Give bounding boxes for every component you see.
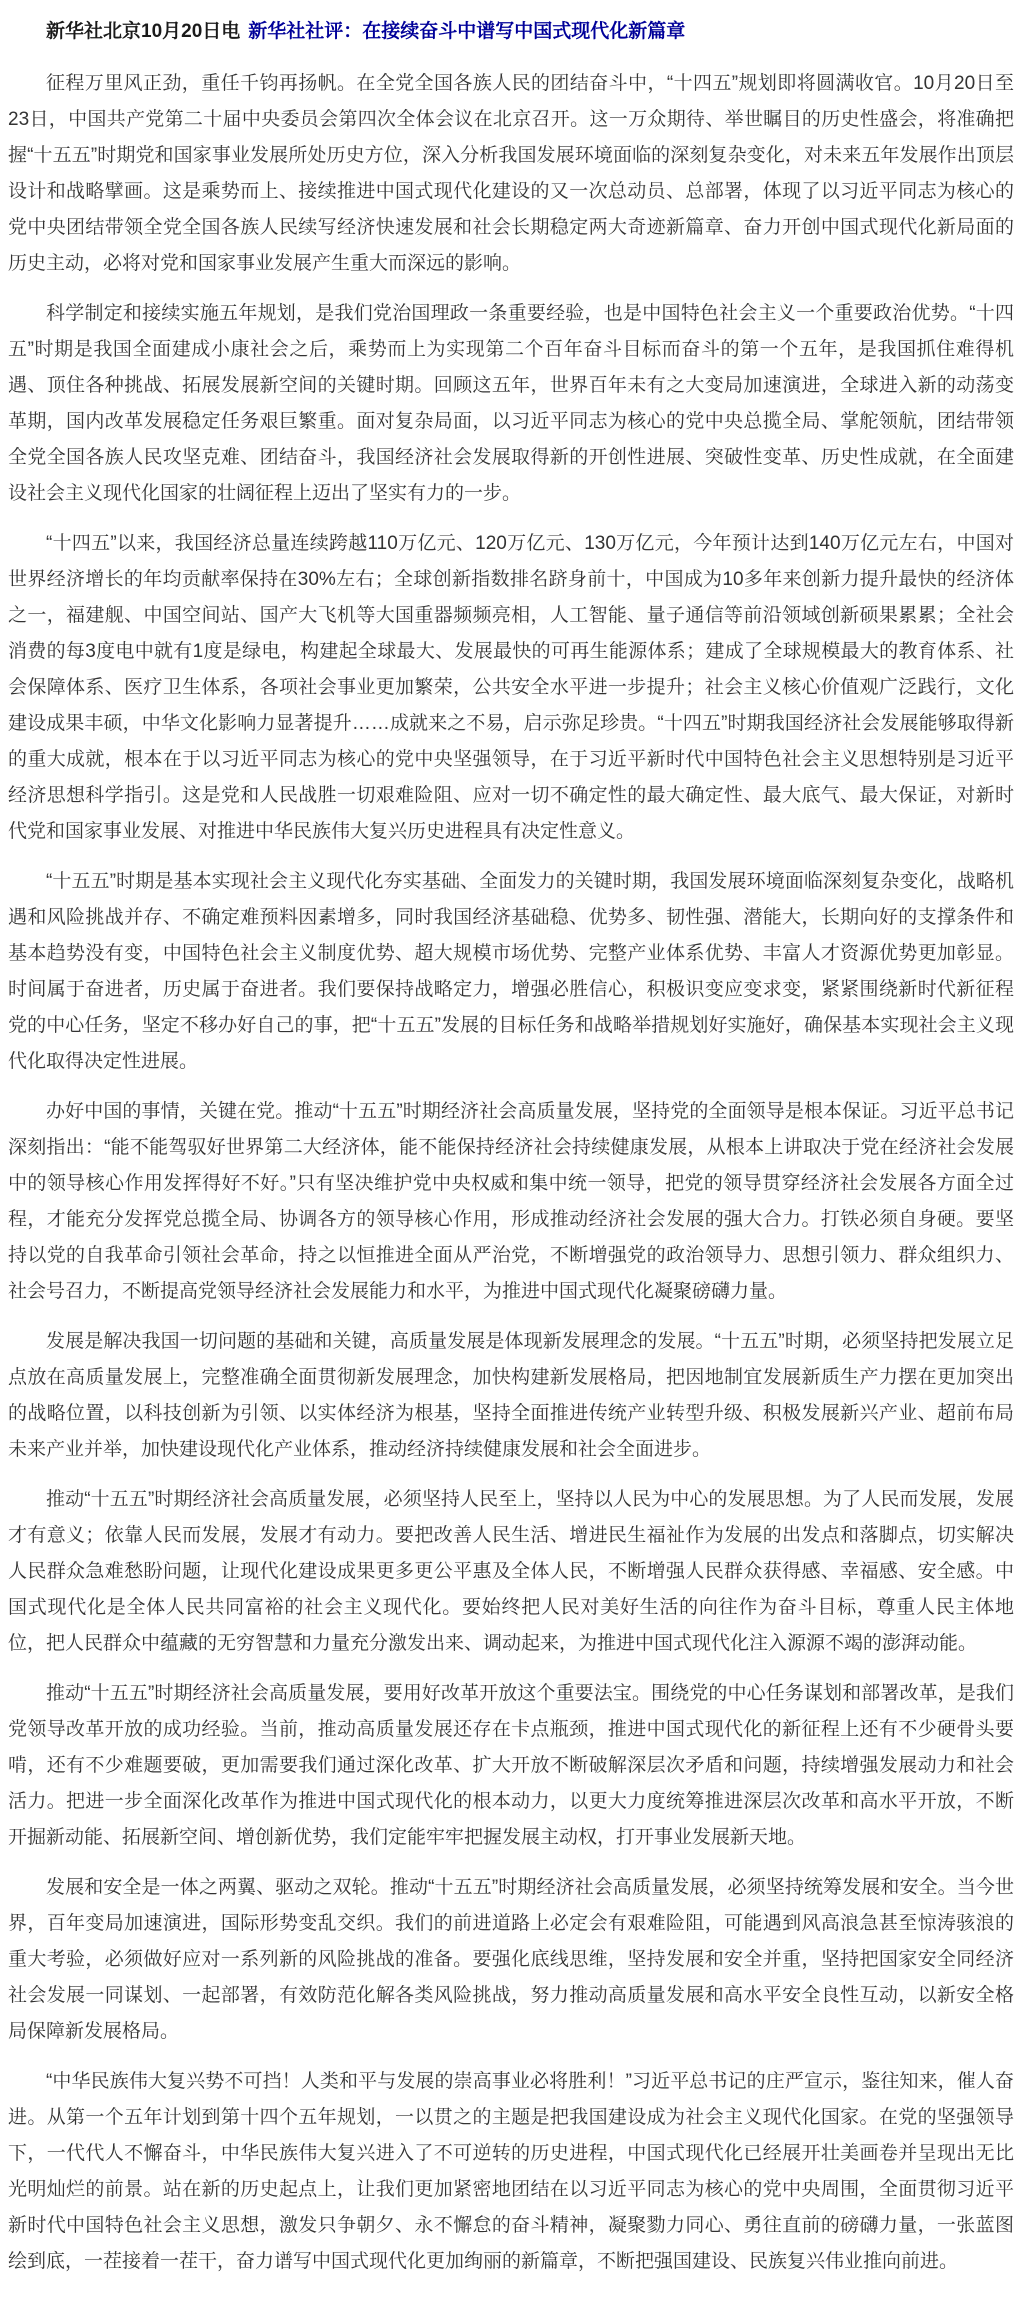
paragraph-9: 发展和安全是一体之两翼、驱动之双轮。推动“十五五”时期经济社会高质量发展，必须坚持统筹发展和安全。当今世界，百年变局加速演进，国际形势变乱交织。我们的前进道路上必定会有艰难险阻，可能遇到风高浪急甚至惊涛骇浪的重大考验，必须做好应对一系列新的风险挑战的准备。要强化底线思维，坚持发展和安全并重，坚持把国家安全同经济社会发展一同谋划、一起部署，有效防范化解各类风险挑战，努力推动高质量发展和高水平安全良性互动，以新安全格局保障新发展格局。 [8, 1877, 1014, 2042]
paragraph-7: 推动“十五五”时期经济社会高质量发展，必须坚持人民至上，坚持以人民为中心的发展思想。为了人民而发展，发展才有意义；依靠人民而发展，发展才有动力。要把改善人民生活、增进民生福祉作为发展的出发点和落脚点，切实解决人民群众急难愁盼问题，让现代化建设成果更多更公平惠及全体人民，不断增强人民群众获得感、幸福感、安全感。中国式现代化是全体人民共同富裕的社会主义现代化。要始终把人民对美好生活的向往作为奋斗目标，尊重人民主体地位，把人民群众中蕴藏的无穷智慧和力量充分激发出来、调动起来，为推进中国式现代化注入源源不竭的澎湃动能。 [8, 1489, 1014, 1654]
paragraph-1: 征程万里风正劲，重任千钧再扬帆。在全党全国各族人民的团结奋斗中，“十四五”规划即将圆满收官。10月20日至23日，中国共产党第二十届中央委员会第四次全体会议在北京召开。这一万众期待、举世瞩目的历史性盛会，将准确把握“十五五”时期党和国家事业发展所处历史方位，深入分析我国发展环境面临的深刻复杂变化，对未来五年发展作出顶层设计和战略擘画。这是乘势而上、接续推进中国式现代化建设的又一次总动员、总部署，体现了以习近平同志为核心的党中央团结带领全党全国各族人民续写经济快速发展和社会长期稳定两大奇迹新篇章、奋力开创中国式现代化新局面的历史主动，必将对党和国家事业发展产生重大而深远的影响。 [8, 73, 1014, 274]
article-title: 新华社社评：在接续奋斗中谱写中国式现代化新篇章 [248, 21, 686, 42]
paragraph-5: 办好中国的事情，关键在党。推动“十五五”时期经济社会高质量发展，坚持党的全面领导是根本保证。习近平总书记深刻指出：“能不能驾驭好世界第二大经济体，能不能保持经济社会持续健康发展，从根本上讲取决于党在经济社会发展中的领导核心作用发挥得好不好。”只有坚决维护党中央权威和集中统一领导，把党的领导贯穿经济社会发展各方面全过程，才能充分发挥党总揽全局、协调各方的领导核心作用，形成推动经济社会发展的强大合力。打铁必须自身硬。要坚持以党的自我革命引领社会革命，持之以恒推进全面从严治党，不断增强党的政治领导力、思想引领力、群众组织力、社会号召力，不断提高党领导经济社会发展能力和水平，为推进中国式现代化凝聚磅礴力量。 [8, 1101, 1014, 1302]
paragraph-10: “中华民族伟大复兴势不可挡！人类和平与发展的崇高事业必将胜利！”习近平总书记的庄严宣示，鉴往知来，催人奋进。从第一个五年计划到第十四个五年规划，一以贯之的主题是把我国建设成为社会主义现代化国家。在党的坚强领导下，一代代人不懈奋斗，中华民族伟大复兴进入了不可逆转的历史进程，中国式现代化已经展开壮美画卷并呈现出无比光明灿烂的前景。站在新的历史起点上，让我们更加紧密地团结在以习近平同志为核心的党中央周围，全面贯彻习近平新时代中国特色社会主义思想，激发只争朝夕、永不懈怠的奋斗精神，凝聚勠力同心、勇往直前的磅礴力量，一张蓝图绘到底，一茬接着一茬干，奋力谱写中国式现代化更加绚丽的新篇章，不断把强国建设、民族复兴伟业推向前进。 [8, 2071, 1014, 2272]
dateline: 新华社北京10月20日电 [46, 21, 241, 42]
paragraph-8: 推动“十五五”时期经济社会高质量发展，要用好改革开放这个重要法宝。围绕党的中心任务谋划和部署改革，是我们党领导改革开放的成功经验。当前，推动高质量发展还存在卡点瓶颈，推进中国式现代化的新征程上还有不少硬骨头要啃，还有不少难题要破，更加需要我们通过深化改革、扩大开放不断破解深层次矛盾和问题，持续增强发展动力和社会活力。把进一步全面深化改革作为推进中国式现代化的根本动力，以更大力度统筹推进深层次改革和高水平开放，不断开掘新动能、拓展新空间、增创新优势，我们定能牢牢把握发展主动权，打开事业发展新天地。 [8, 1683, 1014, 1848]
paragraph-3: “十四五”以来，我国经济总量连续跨越110万亿元、120万亿元、130万亿元，今年预计达到140万亿元左右，中国对世界经济增长的年均贡献率保持在30%左右；全球创新指数排名跻身前十，中国成为10多年来创新力提升最快的经济体之一，福建舰、中国空间站、国产大飞机等大国重器频频亮相，人工智能、量子通信等前沿领域创新硕果累累；全社会消费的每3度电中就有1度是绿电，构建起全球最大、发展最快的可再生能源体系；建成了全球规模最大的教育体系、社会保障体系、医疗卫生体系，各项社会事业更加繁荣，公共安全水平进一步提升；社会主义核心价值观广泛践行，文化建设成果丰硕，中华文化影响力显著提升……成就来之不易，启示弥足珍贵。“十四五”时期我国经济社会发展能够取得新的重大成就，根本在于以习近平同志为核心的党中央坚强领导，在于习近平新时代中国特色社会主义思想特别是习近平经济思想科学指引。这是党和人民战胜一切艰难险阻、应对一切不确定性的最大确定性、最大底气、最大保证，对新时代党和国家事业发展、对推进中华民族伟大复兴历史进程具有决定性意义。 [8, 533, 1014, 842]
article-body [8, 66, 1014, 2280]
paragraph-2: 科学制定和接续实施五年规划，是我们党治国理政一条重要经验，也是中国特色社会主义一个重要政治优势。“十四五”时期是我国全面建成小康社会之后，乘势而上为实现第二个百年奋斗目标而奋斗的第一个五年，是我国抓住难得机遇、顶住各种挑战、拓展发展新空间的关键时期。回顾这五年，世界百年未有之大变局加速演进，全球进入新的动荡变革期，国内改革发展稳定任务艰巨繁重。面对复杂局面，以习近平同志为核心的党中央总揽全局、掌舵领航，团结带领全党全国各族人民攻坚克难、团结奋斗，我国经济社会发展取得新的开创性进展、突破性变革、历史性成就，在全面建设社会主义现代化国家的壮阔征程上迈出了坚实有力的一步。 [8, 303, 1014, 504]
paragraph-4: “十五五”时期是基本实现社会主义现代化夯实基础、全面发力的关键时期，我国发展环境面临深刻复杂变化，战略机遇和风险挑战并存、不确定难预料因素增多，同时我国经济基础稳、优势多、韧性强、潜能大，长期向好的支撑条件和基本趋势没有变，中国特色社会主义制度优势、超大规模市场优势、完整产业体系优势、丰富人才资源优势更加彰显。时间属于奋进者，历史属于奋进者。我们要保持战略定力，增强必胜信心，积极识变应变求变，紧紧围绕新时代新征程党的中心任务，坚定不移办好自己的事，把“十五五”发展的目标任务和战略举措规划好实施好，确保基本实现社会主义现代化取得决定性进展。 [8, 871, 1014, 1072]
headline [8, 14, 1014, 50]
paragraph-6: 发展是解决我国一切问题的基础和关键，高质量发展是体现新发展理念的发展。“十五五”时期，必须坚持把发展立足点放在高质量发展上，完整准确全面贯彻新发展理念，加快构建新发展格局，把因地制宜发展新质生产力摆在更加突出的战略位置，以科技创新为引领、以实体经济为根基，坚持全面推进传统产业转型升级、积极发展新兴产业、超前布局未来产业并举，加快建设现代化产业体系，推动经济持续健康发展和社会全面进步。 [8, 1331, 1014, 1460]
